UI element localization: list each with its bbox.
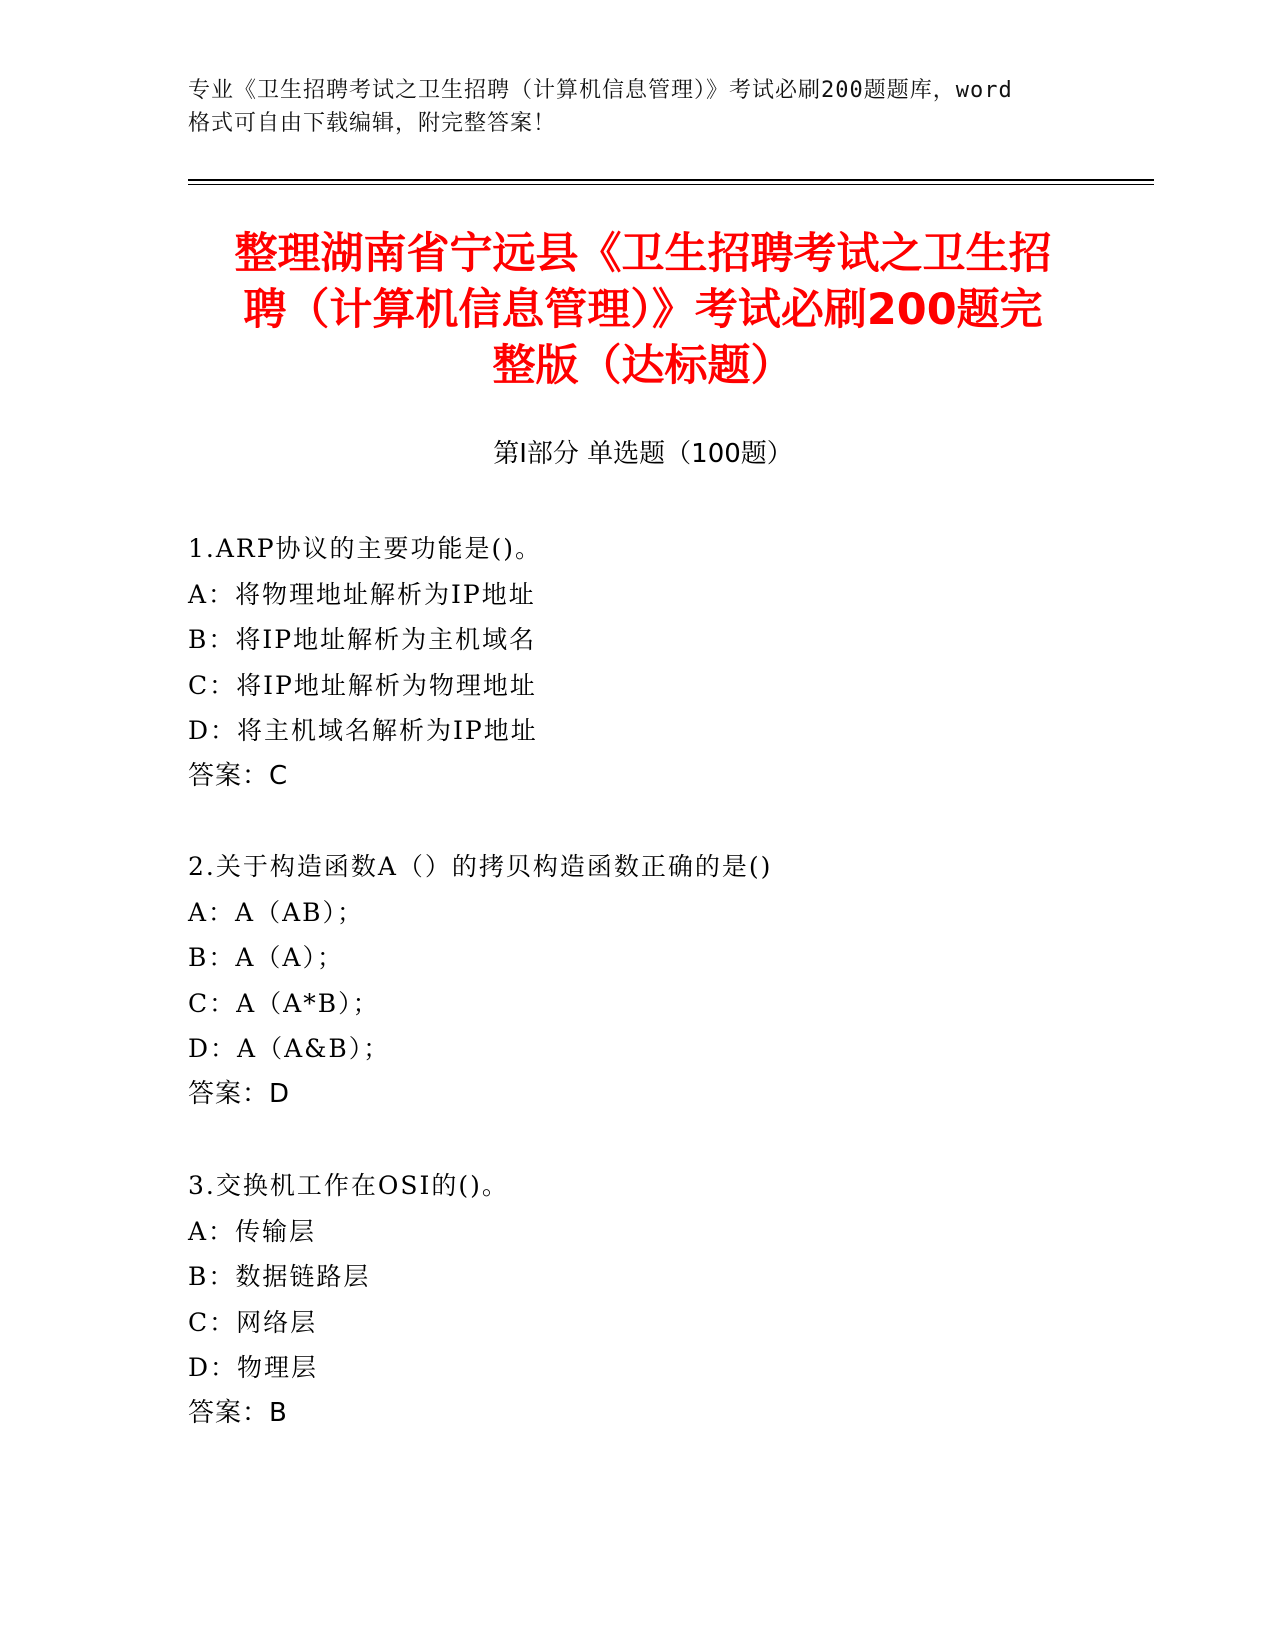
option-a: A：传输层: [188, 1216, 317, 1246]
header-note-line-1: 专业《卫生招聘考试之卫生招聘（计算机信息管理）》考试必刷200题题库，word: [188, 78, 1013, 103]
option-d: D：将主机域名解析为IP地址: [188, 716, 538, 745]
question-1: [188, 526, 1148, 799]
option-c: C：A（A*B）；: [188, 988, 380, 1018]
option-a: A：将物理地址解析为IP地址: [188, 579, 536, 609]
header-divider-thin: [188, 184, 1154, 185]
question-2: [188, 844, 1148, 1117]
header-divider-thick: [188, 179, 1154, 181]
document-title-line-1: 整理湖南省宁远县《卫生招聘考试之卫生招: [234, 229, 1052, 279]
header-note-line-2: 格式可自由下载编辑，附完整答案！: [188, 111, 557, 136]
option-d: D：A（A&B）；: [188, 1034, 391, 1063]
option-b: B：将IP地址解析为主机域名: [188, 625, 537, 654]
option-b: B：数据链路层: [188, 1262, 371, 1291]
option-a: A：A（AB）；: [188, 897, 365, 927]
question-stem: 1.ARP协议的主要功能是()。: [188, 534, 543, 563]
option-c: C：网络层: [188, 1307, 318, 1337]
option-c: C：将IP地址解析为物理地址: [188, 670, 537, 700]
document-title-line-3: 整版（达标题）: [492, 341, 794, 391]
answer: 答案：D: [188, 1078, 291, 1109]
option-b: B：A（A）；: [188, 943, 344, 972]
question-3: [188, 1163, 1148, 1436]
answer: 答案：C: [188, 760, 289, 791]
document-title: [188, 226, 1098, 394]
question-stem: 2.关于构造函数A（）的拷贝构造函数正确的是(): [188, 852, 773, 881]
section-heading: 第Ⅰ部分 单选题（100题）: [493, 439, 793, 469]
document-title-line-2: 聘（计算机信息管理）》考试必刷200题完: [243, 285, 1043, 335]
answer: 答案：B: [188, 1397, 288, 1428]
option-d: D：物理层: [188, 1353, 319, 1382]
header-note: [188, 74, 1088, 140]
question-stem: 3.交换机工作在OSI的()。: [188, 1171, 509, 1200]
